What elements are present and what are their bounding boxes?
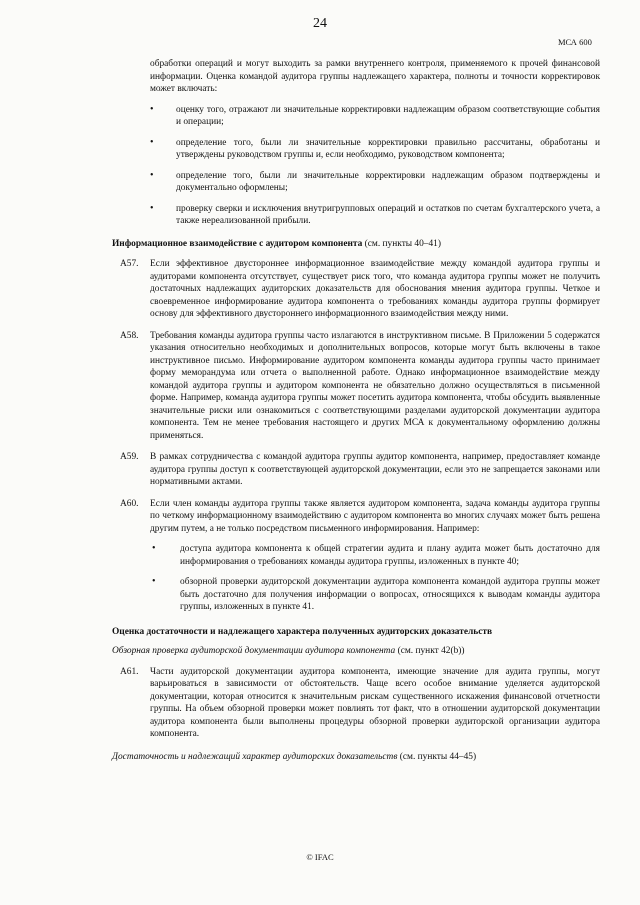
paragraph-number: A60.: [120, 498, 139, 509]
intro-paragraph: обработки операций и могут выходить за рамки внутреннего контроля, применяемого к прочей финансовой информации. Оценка командой аудитора группы надлежащего характера, полноты и точности корректировок может включать:: [150, 59, 600, 94]
bullet-item: • обзорной проверки аудиторской документации аудитора компонента командой аудитора группы может быть достаточно для получения информации о вопросах, относящихся к выводам команды аудитора группы, изложенных в пункте 41.: [152, 576, 600, 612]
bullet-item: • определение того, были ли значительные корректировки правильно рассчитаны, обработаны и утверждены руководством группы и, если необходимо, руководством компонента;: [150, 136, 600, 160]
paragraph-number: A61.: [120, 666, 139, 677]
section-heading-evaluation: Оценка достаточности и надлежащего характера полученных аудиторских доказательств: [112, 626, 493, 637]
bullet-icon: •: [152, 543, 156, 554]
communication-bullet-list: [112, 543, 600, 614]
footer-copyright: © IFAC: [306, 852, 334, 862]
adjustments-bullet-list: [112, 104, 600, 228]
subheading-sufficiency: Достаточность и надлежащий характер аудиторских доказательств (см. пункты 44–45): [112, 751, 477, 762]
paragraph-a59: A59. В рамках сотрудничества с командой аудитора группы аудитор компонента, например, предоставляет команде аудитора группы доступ к соответствующей аудиторской документации, если это не запрещается законами или нормативными актами.: [120, 452, 600, 487]
paragraph-a60: A60. Если член команды аудитора группы также является аудитором компонента, задача команды аудитора группы по четкому информационному взаимодействию с аудитором компонента во многих случаях может быть решена другим путем, а не только посредством письменного информирования. Например:: [120, 498, 600, 534]
paragraph-number: A57.: [120, 259, 139, 269]
paragraph-number: A59.: [120, 452, 139, 462]
page-number: 24: [313, 16, 327, 31]
bullet-icon: •: [150, 169, 154, 181]
bullet-icon: •: [152, 576, 156, 587]
document-body: [112, 58, 600, 763]
bullet-icon: •: [150, 202, 154, 214]
bullet-item: • проверку сверки и исключения внутригрупповых операций и остатков по счетам бухгалтерского учета, а также нереализованной прибыли.: [150, 202, 600, 226]
bullet-icon: •: [150, 103, 154, 115]
paragraph-a57: A57. Если эффективное двустороннее информационное взаимодействие между командой аудитора группы и аудиторами компонента отсутствует, существует риск того, что команда аудитора группы может не получить достаточных надлежащих аудиторских доказательств для обоснования мнения аудитора группы. Четкое и своевременное информирование аудитора компонента о требованиях команды аудитора группы формирует основу для эффективного двустороннего информационного взаимодействия между ними.: [120, 259, 600, 319]
bullet-icon: •: [150, 136, 154, 148]
section-heading-communication: Информационное взаимодействие с аудитором компонента (см. пункты 40–41): [112, 238, 441, 249]
subheading-review: Обзорная проверка аудиторской документации аудитора компонента (см. пункт 42(b)): [112, 646, 465, 656]
bullet-item: • доступа аудитора компонента к общей стратегии аудита и плану аудита может быть достаточно для информирования о требованиях команды аудитора группы, изложенных в пункте 40;: [152, 543, 600, 567]
paragraph-a61: A61. Части аудиторской документации аудитора компонента, имеющие значение для аудита группы, могут варьироваться в зависимости от обстоятельств. Чаще всего особое внимание уделяется аудиторской документации, которая относится к значительным рискам существенного искажения финансовой отчетности группы. На объем обзорной проверки может повлиять тот факт, что в отношении аудиторской документации аудитора компонента были выполнены процедуры обзорной проверки аудиторской организации аудитора компонента.: [120, 666, 600, 739]
bullet-item: • оценку того, отражают ли значительные корректировки надлежащим образом соответствующие события и операции;: [150, 103, 600, 127]
bullet-item: • определение того, были ли значительные корректировки надлежащим образом подтверждены и документально оформлены;: [150, 169, 600, 193]
paragraph-a58: A58. Требования команды аудитора группы часто излагаются в инструктивном письме. В Приложении 5 содержатся указания относительно необходимых и дополнительных вопросов, которые могут быть включены в такое инструктивное письмо. Информирование аудитором компонента команды аудитора группы часто принимает форму меморандума или отчета о выполненной работе. Однако информационное взаимодействие между командой аудитора группы и аудитором компонента не обязательно должно осуществляться в письменной форме. Например, команда аудитора группы может посетить аудитора компонента, чтобы обсудить выявленные значительные риски или ознакомиться с соответствующими разделами аудиторской документации аудитора компонента. Тем не менее требования настоящего и других МСА к документальному оформлению должны применяться.: [120, 330, 600, 441]
document-code: МСА 600: [558, 37, 592, 47]
paragraph-number: A58.: [120, 330, 139, 341]
